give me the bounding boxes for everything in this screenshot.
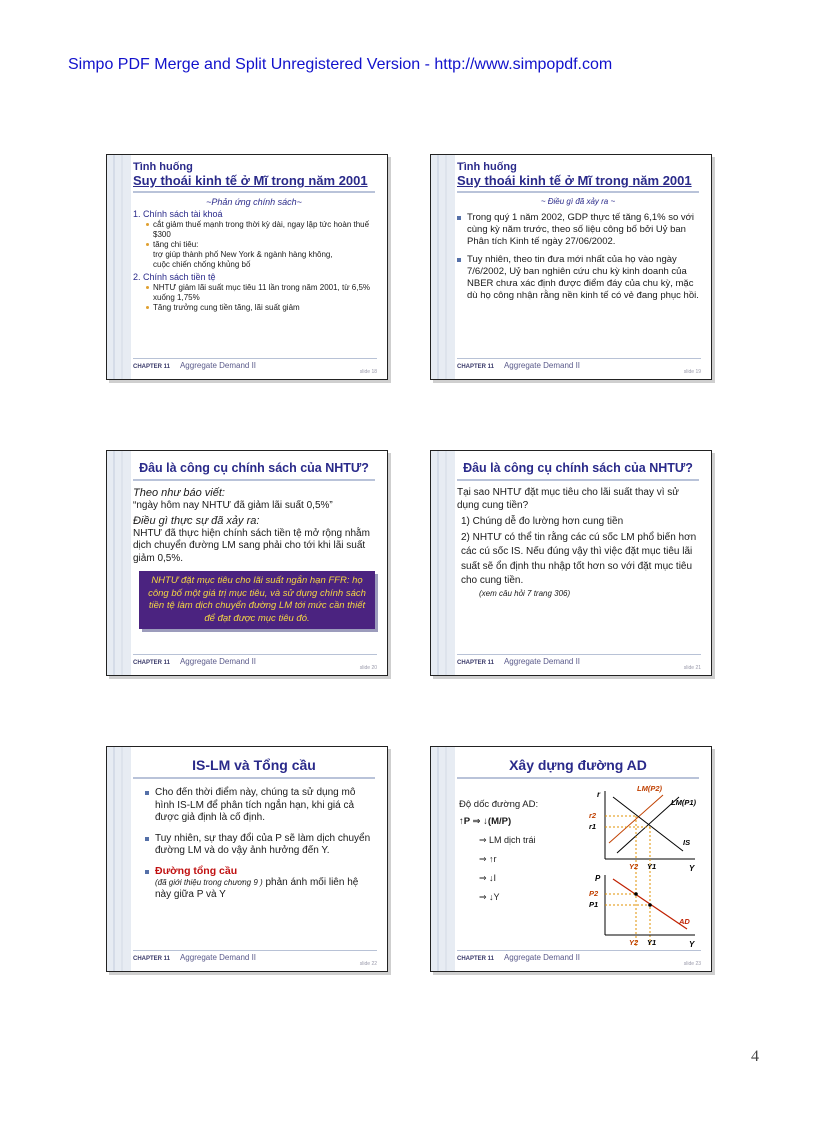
slide-number: slide 22 xyxy=(359,961,377,967)
step: ⇒ LM dịch trái xyxy=(479,835,536,845)
footer-title: Aggregate Demand II xyxy=(503,361,581,370)
quote: “ngày hôm nay NHTƯ đã giảm lãi suất 0,5%” xyxy=(133,499,333,511)
r2-label: r2 xyxy=(589,811,597,820)
slide-title: Xây dựng đường AD xyxy=(457,747,699,779)
footer-title: Aggregate Demand II xyxy=(179,361,257,370)
point-monetary: 2. Chính sách tiền tệ xyxy=(133,272,216,282)
slide-23 xyxy=(430,746,712,972)
r1-label: r1 xyxy=(589,822,597,831)
p2-label: P2 xyxy=(589,889,599,898)
step: ⇒ ↓Y xyxy=(479,892,500,902)
text-label: Điều gì thực sự đã xảy ra: xyxy=(133,515,260,527)
answer-2: 2) NHTƯ có thể tin rằng các cú sốc LM phổ biến hơn các cú sốc IS. Nếu đúng vậy thì việc đặt mục tiêu lãi suất sẽ ổn định thu nhập tốt hơn so với đặt mục tiêu cho cung tiền. xyxy=(461,531,697,586)
slide-21 xyxy=(430,450,712,676)
slide-footer xyxy=(457,953,701,967)
slide-title: IS-LM và Tổng cầu xyxy=(133,747,375,779)
slide-number: slide 20 xyxy=(359,665,377,671)
list-item: trợ giúp thành phố New York & ngành hàng không, xyxy=(153,250,333,259)
slide-sidebar xyxy=(431,155,455,379)
step: ⇒ ↑r xyxy=(479,854,497,864)
page-number: 4 xyxy=(751,1048,759,1065)
slide-20 xyxy=(106,450,388,676)
slide-kicker: Tình huống xyxy=(457,161,517,173)
slide-number: slide 18 xyxy=(359,369,377,375)
is-lm-ad-diagram xyxy=(583,783,703,947)
footer-chapter: CHAPTER 11 xyxy=(457,660,495,666)
ad-label: AD xyxy=(679,917,690,926)
footer-chapter: CHAPTER 11 xyxy=(133,364,171,370)
list-item: Trong quý 1 năm 2002, GDP thực tế tăng 6,1% so với cùng kỳ năm trước, theo số liệu công bố bởi Uỷ ban Phân tích Kinh tế ngày 27/06/2002. xyxy=(457,212,699,248)
text-label: Theo như báo viết: xyxy=(133,487,225,499)
footer-title: Aggregate Demand II xyxy=(503,953,581,962)
slide-subtitle: ~ Điều gì đã xảy ra ~ xyxy=(540,197,616,206)
slide-footer xyxy=(133,361,377,375)
list-item: tăng chi tiêu: xyxy=(145,240,375,250)
footer-chapter: CHAPTER 11 xyxy=(133,660,171,666)
slide-sidebar xyxy=(431,747,455,971)
point-p2 xyxy=(634,892,638,896)
slide-number: slide 21 xyxy=(683,665,701,671)
slide-sidebar xyxy=(107,451,131,675)
step: ↑P ⇒ ↓(M/P) xyxy=(459,816,512,827)
slide-number: slide 23 xyxy=(683,961,701,967)
y-axis-label: Y xyxy=(689,864,695,873)
slide-subtitle: ~Phản ứng chính sách~ xyxy=(206,197,302,207)
lm-p2-label: LM(P2) xyxy=(637,784,662,793)
r-axis-label: r xyxy=(597,790,601,799)
y1-bottom-label: Y1 xyxy=(647,938,657,947)
slide-number: slide 19 xyxy=(683,369,701,375)
footer-chapter: CHAPTER 11 xyxy=(457,364,495,370)
slide-kicker: Tình huống xyxy=(133,161,193,173)
slide-18 xyxy=(106,154,388,380)
slide-footer xyxy=(133,657,377,671)
slide-title: Đâu là công cụ chính sách của NHTƯ? xyxy=(457,451,699,481)
note: (xem câu hỏi 7 trang 306) xyxy=(479,588,571,598)
slide-sidebar xyxy=(431,451,455,675)
list-item: cắt giảm thuế mạnh trong thời kỳ dài, ngay lập tức hoàn thuế $300 xyxy=(145,220,375,240)
slide-footer xyxy=(457,657,701,671)
watermark: Simpo PDF Merge and Split Unregistered Version - http://www.simpopdf.com xyxy=(68,56,613,73)
slide-sidebar xyxy=(107,747,131,971)
footer-title: Aggregate Demand II xyxy=(179,953,257,962)
lm-p1-label: LM(P1) xyxy=(671,798,696,807)
slide-title: Đâu là công cụ chính sách của NHTƯ? xyxy=(133,451,375,481)
y1-label: Y1 xyxy=(647,862,657,871)
list-item: Tuy nhiên, theo tin đưa mới nhất của họ vào ngày 7/6/2002, Uỷ ban nghiên cứu chu kỳ kinh doanh của NBER chưa xác định được điểm đáy của chu kỳ, mặc dù họ công nhận rằng nền kinh tế có vẻ đang phục hồi. xyxy=(457,254,699,302)
point-p1 xyxy=(648,903,652,907)
point-fiscal: 1. Chính sách tài khoá xyxy=(133,209,223,219)
slide-22 xyxy=(106,746,388,972)
title-rule xyxy=(133,191,375,193)
note: (đã giới thiệu trong chương 9 ) xyxy=(155,877,263,887)
step: ⇒ ↓I xyxy=(479,873,497,883)
slide-footer xyxy=(133,953,377,967)
paragraph: NHTƯ đã thực hiện chính sách tiền tệ mở rộng nhằm dịch chuyển đường LM sang phải cho tới khi lãi suất giảm 0,5%. xyxy=(133,527,370,564)
list-item: Tăng trưởng cung tiền tăng, lãi suất giảm xyxy=(145,303,375,313)
p-axis-label: P xyxy=(595,874,601,883)
footer-title: Aggregate Demand II xyxy=(503,657,581,666)
list-item: NHTƯ giảm lãi suất mục tiêu 11 lần trong năm 2001, từ 6,5% xuống 1,75% xyxy=(145,283,375,303)
slide-title: Suy thoái kinh tế ở Mĩ trong năm 2001 xyxy=(457,173,692,188)
is-label: IS xyxy=(683,838,691,847)
y2-label: Y2 xyxy=(629,862,639,871)
answer-1: 1) Chúng dễ đo lường hơn cung tiền xyxy=(461,516,624,527)
list-item: cuộc chiến chống khủng bố xyxy=(153,260,251,269)
footer-chapter: CHAPTER 11 xyxy=(133,956,171,962)
slide-footer xyxy=(457,361,701,375)
list-item: Cho đến thời điểm này, chúng ta sử dụng mô hình IS-LM để phân tích ngắn hạn, khi giá cả được giả định là cố định. xyxy=(145,787,375,825)
lm-p1-curve xyxy=(617,797,679,853)
ad-curve-heading: Đường tổng cầu xyxy=(145,866,375,877)
slide-19 xyxy=(430,154,712,380)
footer-chapter: CHAPTER 11 xyxy=(457,956,495,962)
text-label: Độ dốc đường AD: xyxy=(459,799,539,810)
footer-title: Aggregate Demand II xyxy=(179,657,257,666)
question: Tại sao NHTƯ đặt mục tiêu cho lãi suất thay vì sử dụng cung tiền? xyxy=(457,487,679,511)
title-rule xyxy=(457,191,699,193)
list-item: Tuy nhiên, sự thay đổi của P sẽ làm dịch chuyển đường LM và do vậy ảnh hưởng đến Y. xyxy=(145,833,375,858)
slide-title: Suy thoái kinh tế ở Mĩ trong năm 2001 xyxy=(133,173,368,188)
y2-bottom-label: Y2 xyxy=(629,938,639,947)
slide-sidebar xyxy=(107,155,131,379)
callout-box: NHTƯ đặt mục tiêu cho lãi suất ngắn hạn FFR: họ công bố một giá trị mục tiêu, và sử dụng chính sách tiền tệ làm dịch chuyển đường LM tới mức cần thiết để đạt được mục tiêu đó. xyxy=(139,571,375,629)
paragraph: phản ánh mối liên hệ này giữa P và Y xyxy=(155,876,359,900)
y-axis-bottom-label: Y xyxy=(689,940,695,947)
p1-label: P1 xyxy=(589,900,599,909)
